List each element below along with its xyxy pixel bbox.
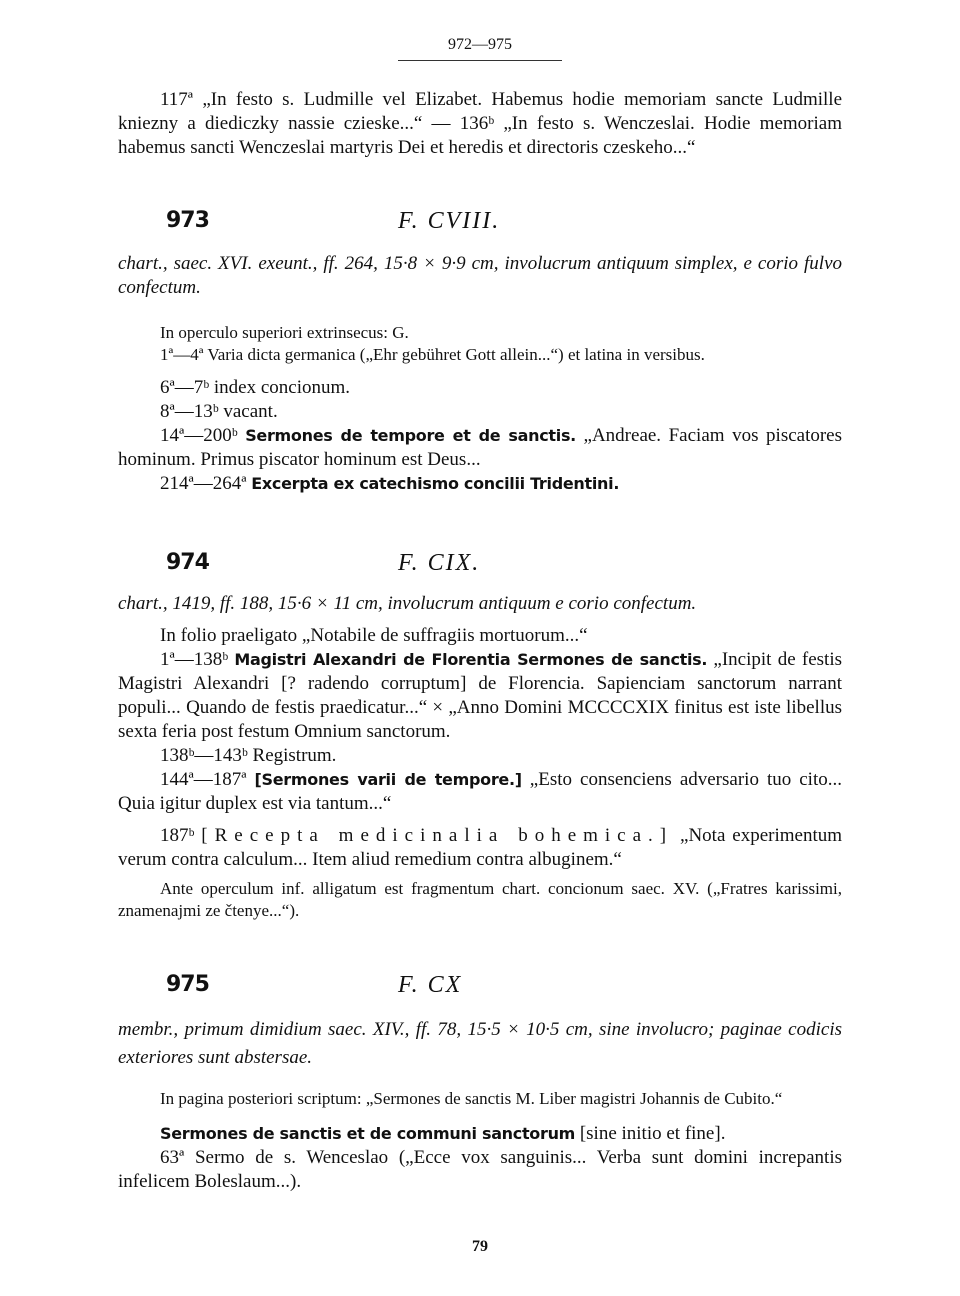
content-line (118, 376, 842, 400)
content-line (118, 768, 842, 816)
running-head: 972—975 (448, 36, 512, 53)
physical-description: chart., saec. XVI. exeunt., ff. 264, 15·8 × 9·9 cm, involucrum antiquum simplex, e corio fulvo confectum. (118, 253, 842, 298)
folio-range: 214ª—264ª (160, 473, 247, 494)
work-title: [Sermones varii de tempore.] (254, 770, 522, 789)
entry-number: 975 (166, 972, 209, 997)
running-head-rule (398, 60, 562, 61)
inscription-note: In pagina posteriori scriptum: „Sermones de sanctis M. Liber magistri Johannis de Cubito.“ (160, 1089, 783, 1108)
entry-number: 974 (166, 550, 209, 575)
entry-973 (118, 208, 842, 496)
content-text: vacant. (218, 401, 278, 422)
content-text: „Andreae. Faciam vos piscatores hominum. Primus piscator hominum est Deus... (118, 425, 843, 470)
content-line (118, 400, 842, 424)
flyleaf-note: In folio praeligato „Notabile de suffragiis mortuorum...“ (160, 625, 588, 646)
content-line (118, 824, 842, 872)
folio-range: 187ᵇ (160, 825, 195, 846)
content-line (118, 648, 842, 744)
folio-range: 14ª—200ᵇ (160, 425, 238, 446)
entry-972-tail: 117ª „In festo s. Ludmille vel Elizabet. Habemus hodie memoriam sancte Ludmille kniezny a diediczky nassie czieske...“ — 136ᵇ „In festo s. Wenczeslai. Hodie memoriam habemus sancti Wenczeslai martyris Dei et heredis et directoris czeskeho...“ (118, 89, 842, 158)
shelfmark: F. CVIII. (398, 208, 501, 234)
shelfmark: F. CX (398, 972, 463, 998)
cover-note: In operculo superiori extrinsecus: G. (160, 323, 409, 342)
content-text: Varia dicta germanica („Ehr gebühret Gott allein...“) et latina in versibus. (203, 345, 705, 364)
entry-974 (118, 550, 842, 922)
content-line (118, 344, 842, 366)
page-number: 79 (472, 1238, 488, 1255)
content-line (118, 1146, 842, 1194)
shelfmark: F. CIX. (398, 550, 481, 576)
folio-range: 1ª—4ª (160, 345, 204, 364)
folio-range: 6ª—7ᵇ (160, 377, 210, 398)
folio-range: 8ª—13ᵇ (160, 401, 219, 422)
content-line (118, 744, 842, 768)
content-text: „Nota experimentum verum contra calculum... Item aliud remedium contra albuginem.“ (118, 825, 843, 870)
content-text: Sermo de s. Wenceslao („Ecce vox sanguinis... Verba sunt domini increpantis infelicem Boleslaum...). (118, 1147, 842, 1192)
entry-number: 973 (166, 208, 209, 233)
work-title: Sermones de sanctis et de communi sanctorum (160, 1124, 576, 1143)
work-title: [Recepta medicinalia bohemica.] (201, 825, 674, 846)
folio-range: 138ᵇ—143ᵇ (160, 745, 248, 766)
work-title: Sermones de tempore et de sanctis. (245, 426, 576, 445)
content-line (118, 424, 842, 472)
work-title: Magistri Alexandri de Florentia Sermones de sanctis. (234, 650, 708, 669)
folio-range: 1ª—138ᵇ (160, 649, 229, 670)
content-text: [sine initio et fine]. (575, 1123, 726, 1144)
folio-range: 144ª—187ª (160, 769, 247, 790)
physical-description: membr., primum dimidium saec. XIV., ff. 78, 15·5 × 10·5 cm, sine involucro; paginae codicis exteriores sunt abstersae. (118, 1019, 842, 1068)
content-line (118, 472, 842, 496)
binding-note: Ante operculum inf. alligatum est fragmentum chart. concionum saec. XV. („Fratres karissimi, znamenajmi ze čtenye...“). (118, 879, 842, 920)
content-text: index concionum. (209, 377, 351, 398)
folio-range: 63ª (160, 1147, 185, 1168)
content-text: Registrum. (247, 745, 337, 766)
content-text: „Incipit de festis Magistri Alexandri [? radendo corruptum] de Florencia. Sapienciam sanctorum narrant populi... Quando de festis praedicatur...“ × „Anno Domini MCCCCXIX finitus est iste libellus sexta feria post festum Omnium sanctorum. (118, 649, 842, 742)
work-title: Excerpta ex catechismo concilii Tridentini. (251, 474, 620, 493)
content-text: „Esto consenciens adversario tuo cito... Quia igitur duplex est via tantum...“ (118, 769, 842, 814)
entry-975 (118, 972, 842, 1194)
content-line (118, 1122, 842, 1146)
physical-description: chart., 1419, ff. 188, 15·6 × 11 cm, involucrum antiquum e corio confectum. (118, 593, 697, 614)
